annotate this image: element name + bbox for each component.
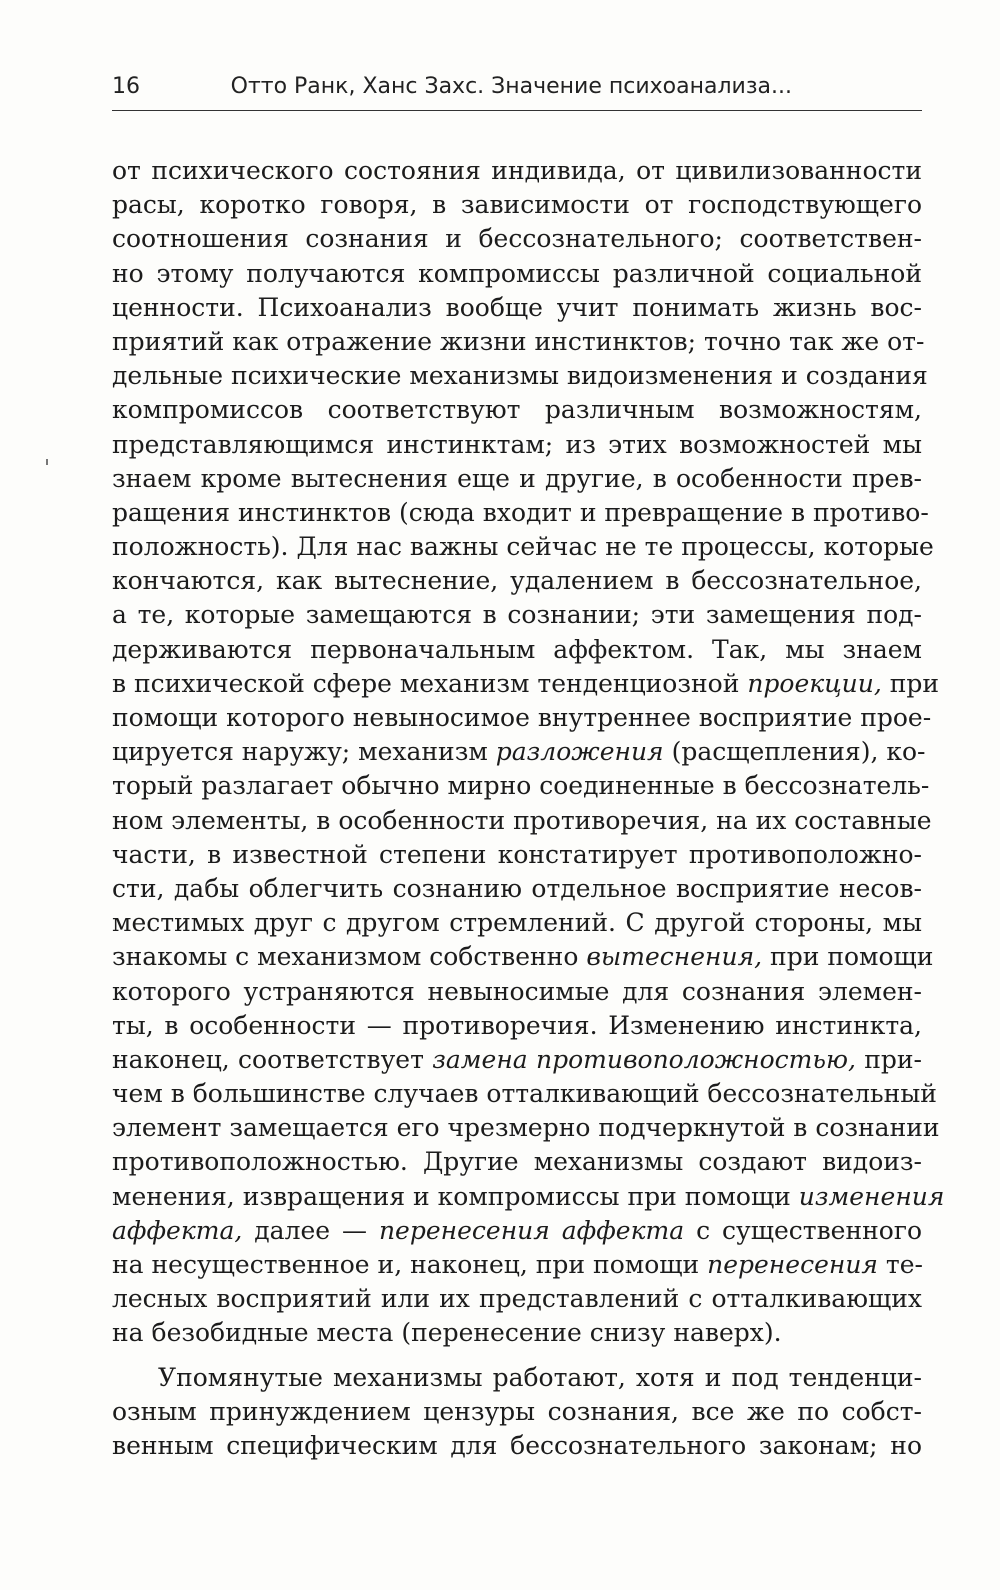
text-line: ценности. Психоанализ вообще учит понимать жизнь вос- <box>112 292 922 322</box>
text-run: далее — <box>242 1215 379 1245</box>
text-line <box>112 940 934 974</box>
text-line: ном элементы, в особенности противоречия, на их составные <box>112 805 932 835</box>
emphasis-term: замена противоположностью, <box>432 1044 856 1074</box>
emphasis-term: аффекта, <box>112 1215 243 1245</box>
text-run: знакомы с механизмом собственно <box>112 942 587 972</box>
text-run: на несущественное и, наконец, при помощи <box>112 1250 708 1279</box>
text-line: помощи которого невыносимое внутреннее восприятие прое- <box>112 703 932 732</box>
margin-mark <box>46 459 48 465</box>
text-line: а те, которые замещаются в сознании; эти замещения под- <box>112 600 922 630</box>
text-run: наконец, соответствует <box>112 1044 433 1074</box>
text-line: дельные психические механизмы видоизменения и создания <box>112 361 928 391</box>
text-run: в психической сфере механизм тенденциозной <box>112 668 748 698</box>
text-run: с существенного <box>684 1215 923 1245</box>
text-run: менения, извращения и компромиссы при помощи <box>112 1181 799 1211</box>
text-line <box>112 1043 922 1077</box>
text-line: ращения инстинктов (сюда входит и превращение в противо- <box>112 497 929 527</box>
text-line: компромиссов соответствуют различным возможностям, <box>112 395 922 425</box>
text-line: представляющимся инстинктам; из этих возможностей мы <box>112 429 922 459</box>
body-text <box>112 154 945 1463</box>
emphasis-term: перенесения аффекта <box>378 1215 685 1245</box>
text-line <box>112 1180 945 1214</box>
text-line <box>112 1214 922 1248</box>
text-line: расы, коротко говоря, в зависимости от господствующего <box>112 190 922 220</box>
header-rule <box>112 110 922 111</box>
text-line: соотношения сознания и бессознательного; соответствен- <box>112 224 922 254</box>
text-line: местимых друг с другом стремлений. С другой стороны, мы <box>112 908 922 938</box>
text-line: чем в большинстве случаев отталкивающий бессознательный <box>112 1079 937 1109</box>
text-run: при- <box>855 1044 922 1074</box>
running-title: Отто Ранк, Ханс Захс. Значение психоанализа... <box>230 74 792 99</box>
text-line: положность). Для нас важны сейчас не те процессы, которые <box>112 532 934 562</box>
text-line: на безобидные места (перенесение снизу наверх). <box>112 1318 782 1348</box>
text-run: при <box>881 668 940 698</box>
page-header <box>112 70 922 106</box>
text-line: озным принуждением цензуры сознания, все же по собст- <box>112 1396 922 1426</box>
text-line: торый разлагает обычно мирно соединенные в бессознатель- <box>112 771 930 801</box>
text-line: венным специфическим для бессознательного законам; но <box>112 1430 922 1460</box>
text-line: но этому получаются компромиссы различной социальной <box>112 258 922 288</box>
text-line: знаем кроме вытеснения еще и другие, в особенности прев- <box>112 463 922 493</box>
emphasis-term: перенесения <box>707 1250 878 1279</box>
paragraph-1 <box>112 154 945 1351</box>
page-number: 16 <box>112 74 140 99</box>
emphasis-term: вытеснения, <box>586 942 763 972</box>
text-line: части, в известной степени констатирует противоположно- <box>112 839 922 869</box>
paragraph-2 <box>112 1361 922 1464</box>
paragraph-gap <box>112 1351 922 1361</box>
text-run: цируется наружу; механизм <box>112 737 496 767</box>
emphasis-term: разложения <box>495 737 664 767</box>
text-line: элемент замещается его чрезмерно подчеркнутой в сознании <box>112 1113 940 1143</box>
text-line: Упомянутые механизмы работают, хотя и под тенденци- <box>158 1362 922 1392</box>
text-run: (расщепления), ко- <box>663 737 926 767</box>
text-line <box>112 1248 922 1282</box>
emphasis-term: проекции, <box>747 668 882 698</box>
text-line <box>112 667 940 701</box>
text-line: держиваются первоначальным аффектом. Так, мы знаем <box>112 634 922 664</box>
text-line: которого устраняются невыносимые для сознания элемен- <box>112 976 922 1006</box>
text-run: те- <box>877 1250 924 1279</box>
text-line: лесных восприятий или их представлений с отталкивающих <box>112 1284 922 1314</box>
text-line: противоположностью. Другие механизмы создают видоиз- <box>112 1147 922 1177</box>
text-line: приятий как отражение жизни инстинктов; точно так же от- <box>112 326 925 356</box>
text-line: кончаются, как вытеснение, удалением в бессознательное, <box>112 566 922 596</box>
text-run: при помощи <box>762 942 934 972</box>
text-line <box>112 735 926 769</box>
text-line: от психического состояния индивида, от цивилизованности <box>112 156 922 185</box>
text-line: ты, в особенности — противоречия. Изменению инстинкта, <box>112 1010 922 1040</box>
text-line: сти, дабы облегчить сознанию отдельное восприятие несов- <box>112 873 922 903</box>
emphasis-term: изменения <box>798 1181 945 1211</box>
